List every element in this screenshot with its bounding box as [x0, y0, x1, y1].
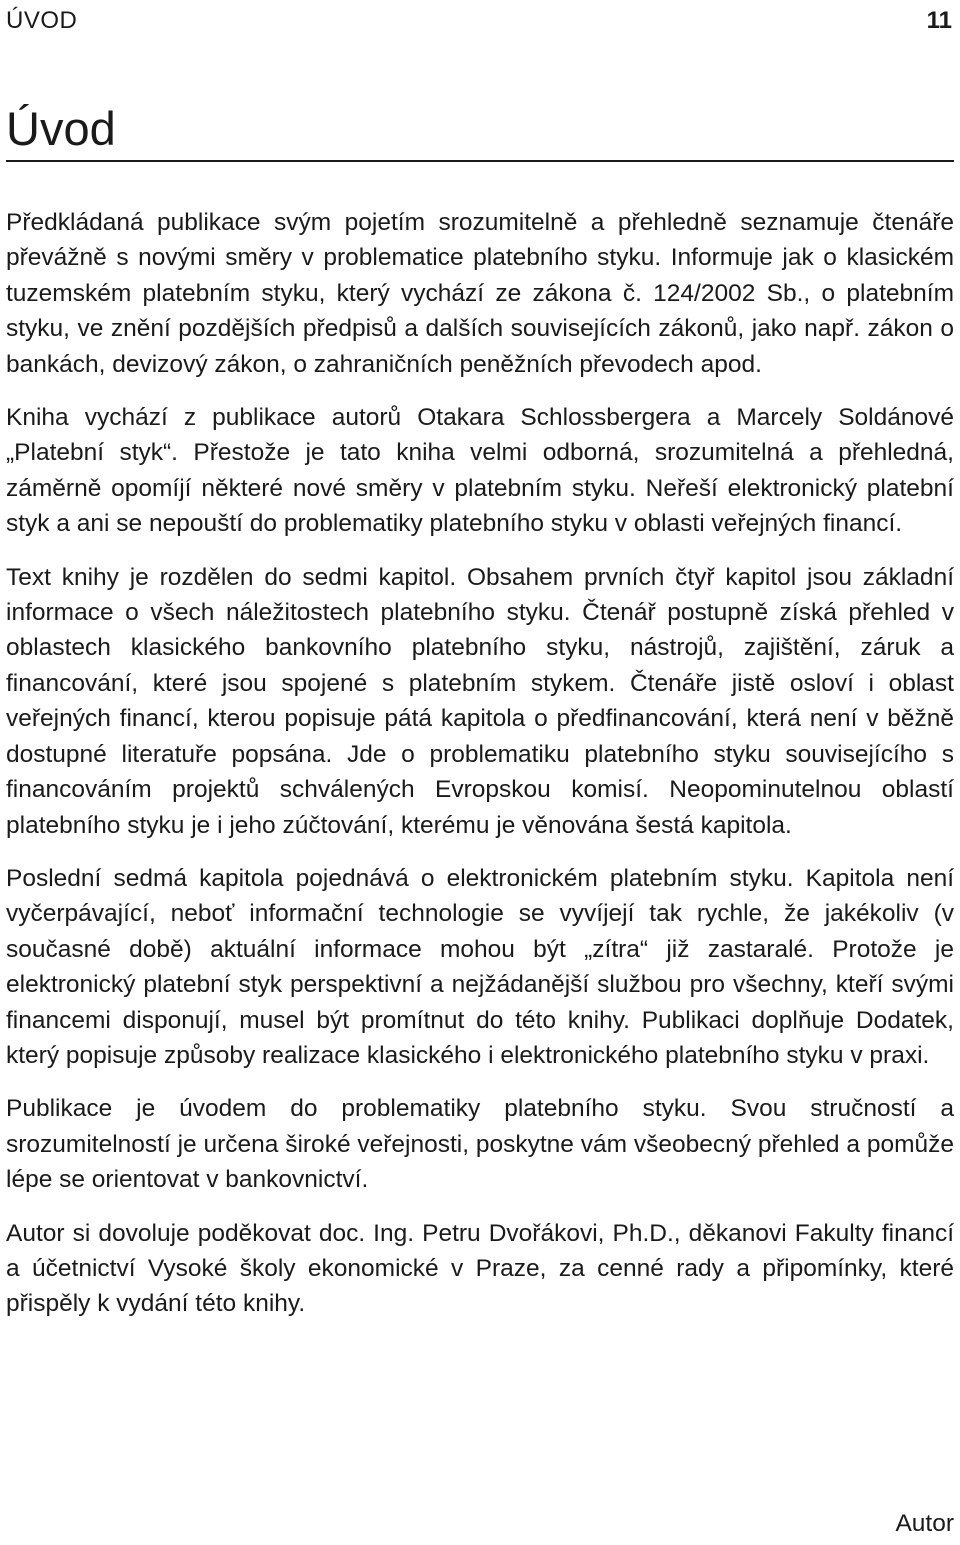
running-header [6, 4, 952, 38]
paragraph-audience: Publikace je úvodem do problematiky platebního styku. Svou stručností a srozumitelností je určena široké veřejnosti, poskytne vám všeobecný přehled a pomůže lépe se orientovat v bankovnictví. [6, 1095, 954, 1194]
author-signature: Autor [895, 1510, 954, 1537]
paragraph-source-book: Kniha vychází z publikace autorů Otakara Schlossbergera a Marcely Soldánové „Platební styk“. Přestože je tato kniha velmi odborná, srozumitelná a přehledná, záměrně opomíjí některé nové směry v platebním styku. Neřeší elektronický platební styk a ani se nepouští do problematiky platebního styku v oblasti veřejných financí. [6, 404, 954, 538]
body-text [6, 205, 954, 1340]
paragraph-intro: Předkládaná publikace svým pojetím srozumitelně a přehledně seznamuje čtenáře převážně s novými směry v problematice platebního styku. Informuje jak o klasickém tuzemském platebním styku, který vychází ze zákona č. 124/2002 Sb., o platebním styku, ve znění pozdějších předpisů a dalších souvisejících zákonů, jako např. zákon o bankách, devizový zákon, o zahraničních peněžních převodech apod. [6, 209, 954, 378]
page-number: 11 [926, 7, 952, 34]
running-title: ÚVOD [6, 7, 78, 34]
paragraph-chapters: Text knihy je rozdělen do sedmi kapitol. Obsahem prvních čtyř kapitol jsou základní informace o všech náležitostech platebního styku. Čtenář postupně získá přehled v oblastech klasického bankovního platebního styku, nástrojů, zajištění, záruk a financování, které jsou spojené s platebním stykem. Čtenáře jistě osloví i oblast veřejných financí, kterou popisuje pátá kapitola o předfinancování, která není v běžně dostupné literatuře popsána. Jde o problematiku platebního styku souvisejícího s financováním projektů schválených Evropskou komisí. Neopominutelnou oblastí platebního styku je i jeho zúčtování, kterému je věnována šestá kapitola. [6, 563, 954, 839]
paragraph-seventh-chapter: Poslední sedmá kapitola pojednává o elektronickém platebním styku. Kapitola není vyčerpávající, neboť informační technologie se vyvíjejí tak rychle, že jakékoliv (v současné době) aktuální informace mohou být „zítra“ již zastaralé. Protože je elektronický platební styk perspektivní a nejžádanější službou pro všechny, kteří svými financemi disponují, musel být promítnut do této knihy. Publikaci doplňuje Dodatek, který popisuje způsoby realizace klasického i elektronického platebního styku v praxi. [6, 864, 954, 1069]
paragraph-acknowledgement: Autor si dovoluje poděkovat doc. Ing. Petru Dvořákovi, Ph.D., děkanovi Fakulty financí a účetnictví Vysoké školy ekonomické v Praze, za cenné rady a připomínky, které přispěly k vydání této knihy. [6, 1219, 954, 1318]
title-rule [6, 160, 954, 162]
chapter-title: Úvod [6, 102, 116, 155]
